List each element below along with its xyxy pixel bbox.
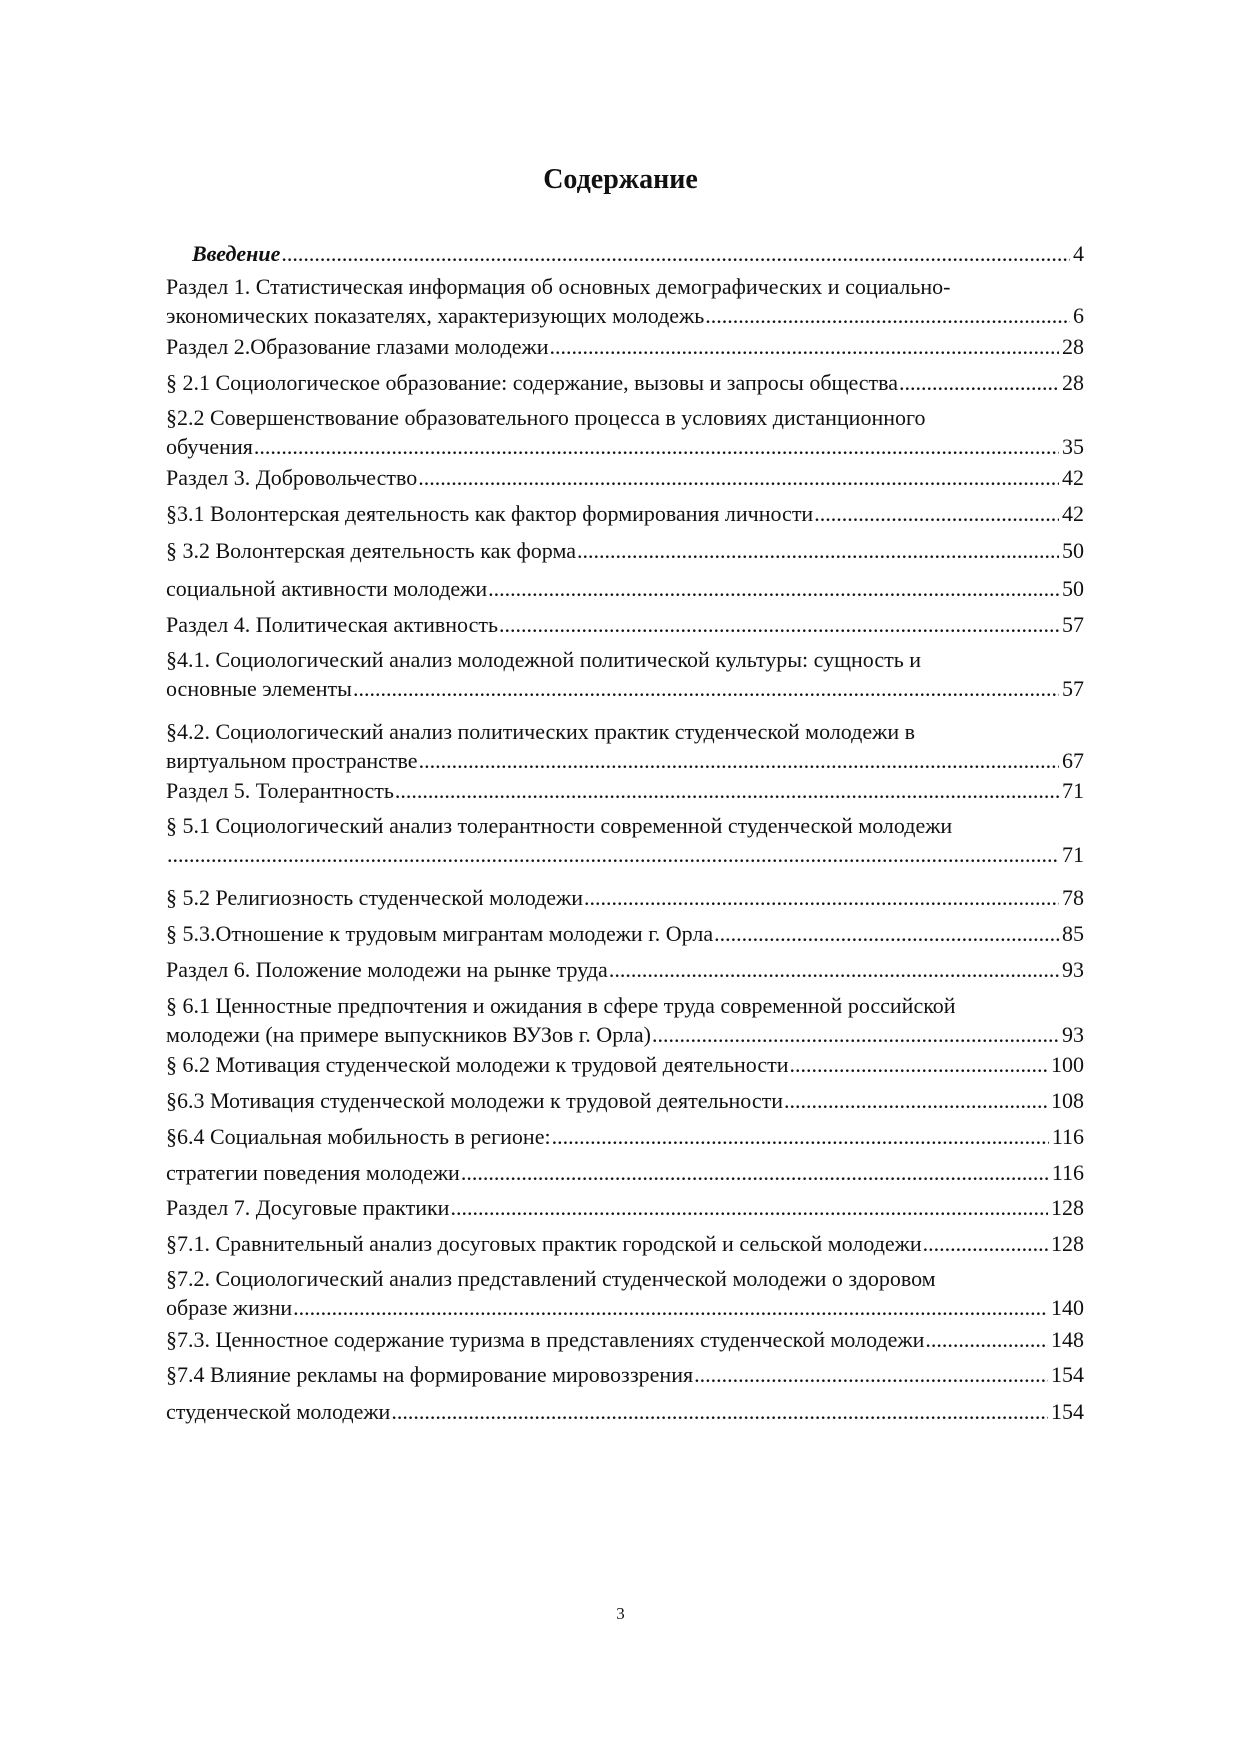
leader-dots: [552, 1122, 1049, 1151]
leader-dots: [488, 574, 1059, 603]
toc-entry-7-1[interactable]: [166, 1229, 1084, 1258]
toc-label: виртуальном пространстве: [166, 748, 418, 773]
leader-dots: [550, 332, 1059, 361]
toc-page: 50: [1062, 538, 1084, 563]
toc-label: §7.1. Сравнительный анализ досуговых практик городской и сельской молодежи: [166, 1231, 922, 1256]
toc-label: § 5.3.Отношение к трудовым мигрантам молодежи г. Орла: [166, 921, 714, 946]
leader-dots: [499, 610, 1059, 639]
leader-dots: [577, 536, 1059, 565]
leader-dots: [899, 368, 1059, 397]
toc-page: 71: [1062, 842, 1084, 867]
toc-label-line1: §4.1. Социологический анализ молодежной политической культуры: сущность и: [166, 647, 922, 672]
toc-page: 35: [1062, 434, 1084, 459]
toc-page: 71: [1062, 778, 1084, 803]
toc-label: § 6.2 Мотивация студенческой молодежи к трудовой деятельности: [166, 1052, 789, 1077]
toc-page: 116: [1051, 1160, 1084, 1185]
toc-label: экономических показателях, характеризующих молодежь: [166, 303, 705, 328]
toc-page: 42: [1062, 501, 1084, 526]
toc-entry-7-4[interactable]: [166, 1360, 1084, 1389]
toc-entry-section-1[interactable]: [166, 272, 1084, 330]
toc-page: 6: [1073, 303, 1084, 328]
toc-label: молодежи (на примере выпускников ВУЗов г. Орла): [166, 1022, 651, 1047]
toc-label-line1: § 5.1 Социологический анализ толерантности современной студенческой молодежи: [166, 813, 953, 838]
toc-entry-6-1[interactable]: [166, 991, 1084, 1049]
toc-label: обучения: [166, 434, 253, 459]
toc-label: § 5.2 Религиозность студенческой молодежи: [166, 885, 584, 910]
page-title: Содержание: [543, 164, 698, 195]
toc-entry-2-2[interactable]: [166, 403, 1084, 461]
toc-label: §7.3. Ценностное содержание туризма в представлениях студенческой молодежи: [166, 1327, 925, 1352]
toc-entry-section-6[interactable]: [166, 955, 1084, 984]
toc-label-line1: §2.2 Совершенствование образовательного процесса в условиях дистанционного: [166, 405, 926, 430]
toc-label-line1: §4.2. Социологический анализ политических практик студенческой молодежи в: [166, 719, 915, 744]
toc-page: 78: [1062, 885, 1084, 910]
toc-label: § 2.1 Социологическое образование: содержание, вызовы и запросы общества: [166, 370, 899, 395]
toc-entry-3-1[interactable]: [166, 499, 1084, 528]
leader-dots: [167, 840, 1059, 869]
toc-entry-6-4[interactable]: [166, 1122, 1084, 1151]
leader-dots: [925, 1325, 1048, 1354]
toc-page: 100: [1051, 1052, 1084, 1077]
toc-label: §6.4 Социальная мобильность в регионе:: [166, 1124, 551, 1149]
leader-dots: [418, 463, 1059, 492]
toc-label: Раздел 6. Положение молодежи на рынке труда: [166, 957, 608, 982]
toc-label: §7.4 Влияние рекламы на формирование мировоззрения: [166, 1362, 694, 1387]
toc-label: основные элементы: [166, 676, 352, 701]
toc-page: 93: [1062, 957, 1084, 982]
leader-dots: [419, 746, 1059, 775]
leader-dots: [293, 1293, 1048, 1322]
toc-entry-section-2[interactable]: [166, 332, 1084, 361]
leader-dots: [461, 1158, 1049, 1187]
toc-entry-section-7[interactable]: [166, 1193, 1084, 1222]
toc-label-line1: Раздел 1. Статистическая информация об основных демографических и социально-: [166, 274, 951, 299]
toc-page: 42: [1062, 465, 1084, 490]
leader-dots: [450, 1193, 1048, 1222]
toc-label: §3.1 Волонтерская деятельность как фактор формирования личности: [166, 501, 814, 526]
toc-page: 148: [1051, 1327, 1084, 1352]
leader-dots: [281, 239, 1070, 268]
toc-label: социальной активности молодежи: [166, 576, 488, 601]
toc-label: Раздел 2.Образование глазами молодежи: [166, 334, 549, 359]
toc-entry-5-3[interactable]: [166, 919, 1084, 948]
toc-entry-2-1[interactable]: [166, 368, 1084, 397]
toc-label-line1: § 6.1 Ценностные предпочтения и ожидания в сфере труда современной российской: [166, 993, 956, 1018]
toc-page: 108: [1051, 1088, 1084, 1113]
toc-label: стратегии поведения молодежи: [166, 1160, 460, 1185]
leader-dots: [584, 883, 1059, 912]
toc-entry-7-4-cont[interactable]: [166, 1397, 1084, 1426]
toc-entry-introduction[interactable]: [192, 239, 1084, 268]
leader-dots: [353, 674, 1059, 703]
toc-page: 57: [1062, 612, 1084, 637]
toc-entry-3-2-cont[interactable]: [166, 574, 1084, 603]
toc-entry-6-4-cont[interactable]: [166, 1158, 1084, 1187]
leader-dots: [391, 1397, 1048, 1426]
leader-dots: [395, 776, 1059, 805]
toc-label: студенческой молодежи: [166, 1399, 391, 1424]
toc-page: 85: [1062, 921, 1084, 946]
toc-entry-5-1[interactable]: [166, 811, 1084, 869]
toc-page: 57: [1062, 676, 1084, 701]
toc-page: 154: [1051, 1362, 1084, 1387]
toc-page: 154: [1051, 1399, 1084, 1424]
toc-entry-section-3[interactable]: [166, 463, 1084, 492]
toc-entry-section-5[interactable]: [166, 776, 1084, 805]
toc-page: 67: [1062, 748, 1084, 773]
toc-label-line1: §7.2. Социологический анализ представлений студенческой молодежи о здоровом: [166, 1266, 936, 1291]
leader-dots: [609, 955, 1059, 984]
leader-dots: [923, 1229, 1048, 1258]
toc-label: Раздел 4. Политическая активность: [166, 612, 499, 637]
toc-page: 28: [1062, 334, 1084, 359]
toc-entry-7-3[interactable]: [166, 1325, 1084, 1354]
toc-page: 28: [1062, 370, 1084, 395]
toc-label: Раздел 7. Досуговые практики: [166, 1195, 450, 1220]
toc-entry-7-2[interactable]: [166, 1264, 1084, 1322]
leader-dots: [652, 1020, 1059, 1049]
toc-entry-6-2[interactable]: [166, 1050, 1084, 1079]
leader-dots: [790, 1050, 1048, 1079]
toc-page: 50: [1062, 576, 1084, 601]
toc-label: §6.3 Мотивация студенческой молодежи к трудовой деятельности: [166, 1088, 784, 1113]
leader-dots: [694, 1360, 1048, 1389]
toc-label: § 3.2 Волонтерская деятельность как форма: [166, 538, 576, 563]
toc-page: 128: [1051, 1195, 1084, 1220]
toc-entry-4-1[interactable]: [166, 645, 1084, 703]
toc-entry-4-2[interactable]: [166, 717, 1084, 775]
page-number: 3: [616, 1604, 625, 1623]
toc-entry-6-3[interactable]: [166, 1086, 1084, 1115]
toc-page: 116: [1051, 1124, 1084, 1149]
leader-dots: [714, 919, 1059, 948]
toc-label: образе жизни: [166, 1295, 293, 1320]
leader-dots: [784, 1086, 1048, 1115]
toc-entry-5-2[interactable]: [166, 883, 1084, 912]
toc-page: 128: [1051, 1231, 1084, 1256]
toc-entry-section-4[interactable]: [166, 610, 1084, 639]
toc-label: Раздел 3. Добровольчество: [166, 465, 418, 490]
toc-label: Раздел 5. Толерантность: [166, 778, 394, 803]
leader-dots: [705, 301, 1070, 330]
toc-page: 4: [1073, 241, 1084, 266]
leader-dots: [814, 499, 1059, 528]
leader-dots: [254, 432, 1059, 461]
toc-page: 93: [1062, 1022, 1084, 1047]
toc-label: Введение: [192, 241, 281, 266]
toc-page: 140: [1051, 1295, 1084, 1320]
toc-entry-3-2[interactable]: [166, 536, 1084, 565]
